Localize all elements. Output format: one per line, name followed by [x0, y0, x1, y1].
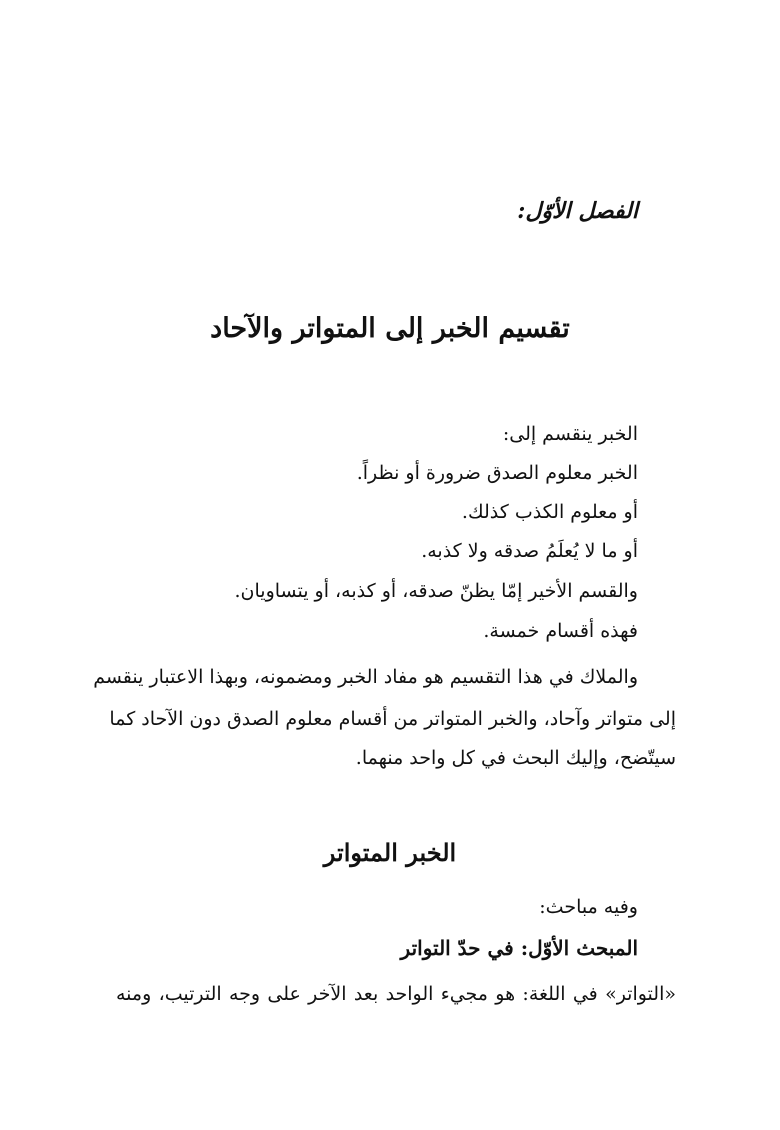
intro-line: والقسم الأخير إمّا يظنّ صدقه، أو كذبه، أو يتساويان. — [234, 580, 638, 602]
topic-title: المبحث الأوّل: في حدّ التواتر — [400, 936, 638, 960]
paragraph-line: «التواتر» في اللغة: هو مجيء الواحد بعد الآخر على وجه الترتيب، ومنه — [116, 983, 676, 1005]
paragraph-line: والملاك في هذا التقسيم هو مفاد الخبر ومضمونه، وبهذا الاعتبار ينقسم — [93, 666, 638, 688]
paragraph-line: سيتّضح، وإليك البحث في كل واحد منهما. — [355, 747, 676, 769]
intro-line: الخبر معلوم الصدق ضرورة أو نظراً. — [356, 462, 638, 484]
chapter-title: تقسيم الخبر إلى المتواتر والآحاد — [210, 313, 570, 344]
chapter-label: الفصل الأوّل: — [517, 198, 638, 224]
intro-line: الخبر ينقسم إلى: — [502, 423, 638, 445]
paragraph-line: إلى متواتر وآحاد، والخبر المتواتر من أقسام معلوم الصدق دون الآحاد كما — [109, 708, 676, 730]
intro-line: أو معلوم الكذب كذلك. — [461, 501, 638, 523]
intro-line: فهذه أقسام خمسة. — [483, 620, 638, 642]
section-intro: وفيه مباحث: — [539, 896, 638, 918]
section-title: الخبر المتواتر — [323, 838, 457, 867]
intro-line: أو ما لا يُعلَمُ صدقه ولا كذبه. — [421, 540, 638, 562]
